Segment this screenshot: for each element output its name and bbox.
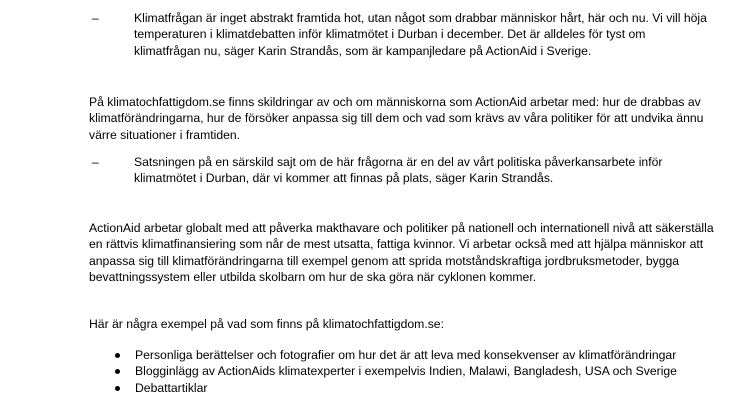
dash-marker: –: [92, 11, 99, 25]
quote-text: Satsningen på en särskild sajt om de här frågorna är en del av vårt politiska påverkansarbete inför klimatmötet i Durban, där vi kommer att finnas på plats, säger Karin Strandås.: [134, 155, 663, 186]
list-item-text: Blogginlägg av ActionAids klimatexperter i exempelvis Indien, Malawi, Bangladesh, USA och Sverige: [135, 364, 677, 379]
list-item: [89, 363, 709, 379]
paragraph-actionaid-work: ActionAid arbetar globalt med att påverka makthavare och politiker på nationell och internationell nivå att säkerställa en rättvis klimatfinansiering som når de mest utsatta, fattiga kvinnor. Vi arbetar också med att hjälpa människor att anpassa sig till klimatförändringarna till exempel genom att sprida motståndskraftiga jordbruksmetoder, bygga bevattningssystem eller utbilda skolbarn om hur de ska göra när cyklonen kommer.: [89, 221, 714, 284]
bullet-icon: [115, 369, 120, 374]
paragraph-site-description: På klimatochfattigdom.se finns skildringar av och om människorna som ActionAid arbetar med: hur de drabbas av klimatförändringarna, hur de försöker anpassa sig till dem och vad som krävs av våra politiker för att undvika ännu värre situationer i framtiden.: [89, 95, 704, 142]
quote-karin-strandas-1: [92, 10, 714, 59]
paragraph-examples-intro: Här är några exempel på vad som finns på klimatochfattigdom.se:: [89, 317, 444, 331]
examples-list: [89, 347, 709, 396]
bullet-icon: [115, 386, 120, 391]
quote-text: Klimatfrågan är inget abstrakt framtida hot, utan något som drabbar människor hårt, här och nu. Vi vill höja temperaturen i klimatdebatten inför klimatmötet i Durban i december. Det är alldeles för tyst om klimatfrågan nu, säger Karin Strandås, som är kampanjledare på ActionAid i Sverige.: [134, 11, 707, 58]
quote-karin-strandas-2: [92, 154, 714, 187]
bullet-icon: [115, 353, 120, 358]
list-item-text: Debattartiklar: [135, 380, 208, 395]
list-item-text: Personliga berättelser och fotografier om hur det är att leva med konsekvenser av klimatförändringar: [135, 348, 677, 362]
list-item: [89, 347, 709, 363]
dash-marker: –: [92, 155, 99, 169]
list-item: [89, 380, 709, 396]
